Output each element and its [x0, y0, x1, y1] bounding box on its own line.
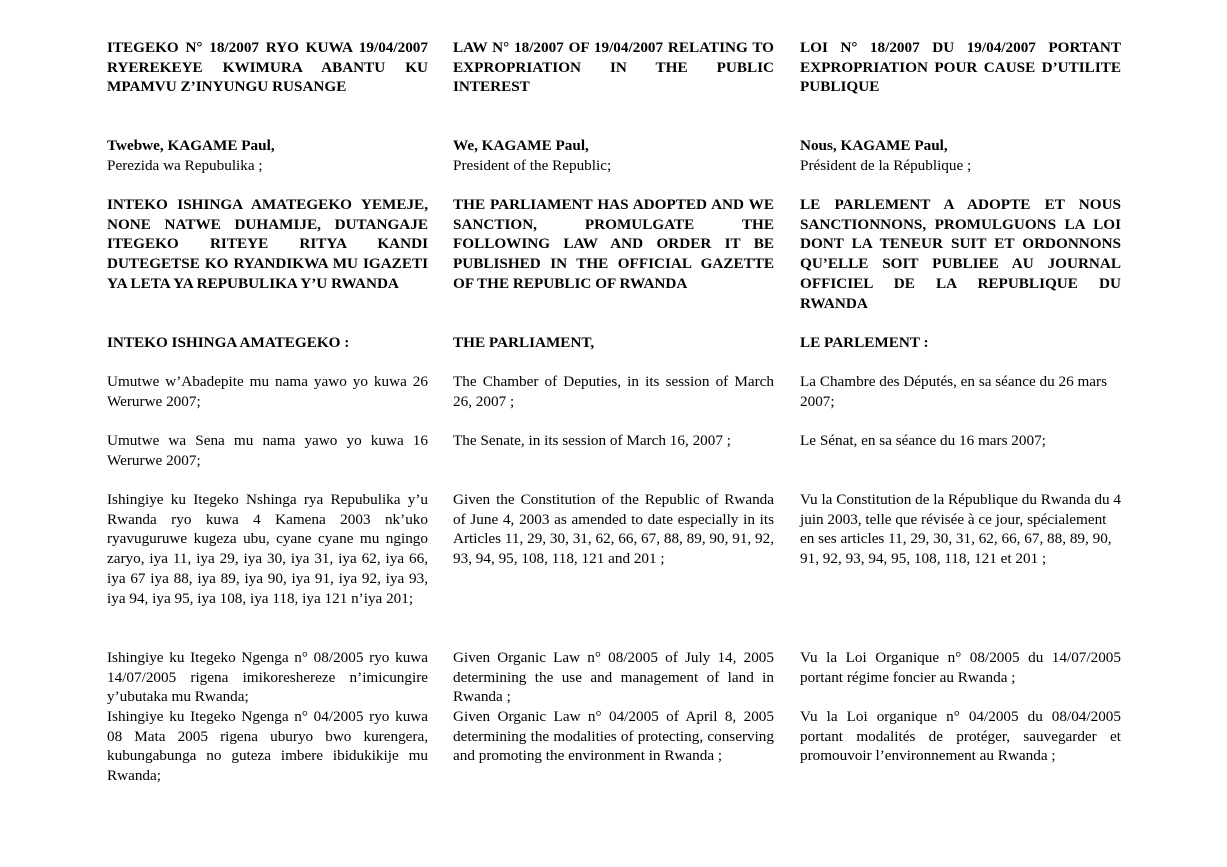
organic-law-land: Vu la Loi Organique n° 08/2005 du 14/07/2005 portant régime foncier au Rwanda ; — [800, 649, 1121, 686]
adoption-statement: INTEKO ISHINGA AMATEGEKO YEMEJE, NONE NATWE DUHAMIJE, DUTANGAJE ITEGEKO RITEYE RITYA KANDI DUTEGETSE KO RYANDIKWA MU IGAZETI YA LETA YA REPUBULIKA Y’U RWANDA — [107, 196, 428, 292]
signatory-name: We, KAGAME Paul, — [453, 137, 589, 154]
senate-session: Umutwe wa Sena mu nama yawo yo kuwa 16 Werurwe 2007; — [107, 432, 428, 469]
constitution-reference: Vu la Constitution de la République du Rwanda du 4 juin 2003, telle que révisée à ce jour, spécialement en ses articles 11, 29, 30, 31, 62, 66, 67, 88, 89, 90, 91, 92, 93, 94, 95, 108, 118, 121 et 201 ; — [800, 491, 1121, 568]
chamber-session: Umutwe w’Abadepite mu nama yawo yo kuwa 26 Werurwe 2007; — [107, 373, 428, 410]
chamber-session: La Chambre des Députés, en sa séance du 26 mars 2007; — [800, 373, 1108, 410]
law-title: LOI N° 18/2007 DU 19/04/2007 PORTANT EXPROPRIATION POUR CAUSE D’UTILITE PUBLIQUE — [800, 39, 1121, 96]
signatory-title: President of the Republic; — [453, 157, 612, 174]
organic-law-environment: Given Organic Law n° 04/2005 of April 8, 2005 determining the modalities of protecting, conserving and promoting the environment in Rwanda ; — [453, 708, 774, 765]
chamber-session: The Chamber of Deputies, in its session of March 26, 2007 ; — [453, 373, 774, 410]
parliament-heading: THE PARLIAMENT, — [453, 334, 595, 351]
law-title: LAW N° 18/2007 OF 19/04/2007 RELATING TO EXPROPRIATION IN THE PUBLIC INTEREST — [453, 39, 774, 96]
signatory-title: Président de la République ; — [800, 157, 972, 174]
organic-law-environment: Ishingiye ku Itegeko Ngenga n° 04/2005 ryo kuwa 08 Mata 2005 rigena uburyo bwo kurengera, kubungabunga no guteza imbere ibidukikije mu Rwanda; — [107, 708, 428, 785]
organic-law-environment: Vu la Loi organique n° 04/2005 du 08/04/2005 portant modalités de protéger, sauvegarder et promouvoir l’environnement au Rwanda ; — [800, 708, 1121, 765]
law-title: ITEGEKO N° 18/2007 RYO KUWA 19/04/2007 RYEREKEYE KWIMURA ABANTU KU MPAMVU Z’INYUNGU RUSANGE — [107, 39, 428, 96]
parliament-heading: INTEKO ISHINGA AMATEGEKO : — [107, 334, 350, 351]
senate-session: The Senate, in its session of March 16, 2007 ; — [453, 432, 731, 449]
adoption-statement: THE PARLIAMENT HAS ADOPTED AND WE SANCTION, PROMULGATE THE FOLLOWING LAW AND ORDER IT BE PUBLISHED IN THE OFFICIAL GAZETTE OF THE REPUBLIC OF RWANDA — [453, 196, 774, 292]
parliament-heading: LE PARLEMENT : — [800, 334, 929, 351]
signatory-title: Perezida wa Repubulika ; — [107, 157, 263, 174]
constitution-reference: Given the Constitution of the Republic of Rwanda of June 4, 2003 as amended to date especially in its Articles 11, 29, 30, 31, 62, 66, 67, 88, 89, 90, 91, 92, 93, 94, 95, 108, 118, 121 and 201 ; — [453, 491, 774, 568]
senate-session: Le Sénat, en sa séance du 16 mars 2007; — [800, 432, 1046, 449]
adoption-statement: LE PARLEMENT A ADOPTE ET NOUS SANCTIONNONS, PROMULGUONS LA LOI DONT LA TENEUR SUIT ET ORDONNONS QU’ELLE SOIT PUBLIEE AU JOURNAL OFFICIEL DE LA REPUBLIQUE DU RWANDA — [800, 196, 1121, 312]
organic-law-land: Given Organic Law n° 08/2005 of July 14, 2005 determining the use and management of land in Rwanda ; — [453, 649, 774, 706]
signatory-name: Nous, KAGAME Paul, — [800, 137, 948, 154]
organic-law-land: Ishingiye ku Itegeko Ngenga n° 08/2005 ryo kuwa 14/07/2005 rigena imikoreshereze n’imicungire y’ubutaka mu Rwanda; — [107, 649, 428, 706]
signatory-name: Twebwe, KAGAME Paul, — [107, 137, 275, 154]
constitution-reference: Ishingiye ku Itegeko Nshinga rya Repubulika y’u Rwanda ryo kuwa 4 Kamena 2003 nk’uko ryavuguruwe kugeza ubu, cyane cyane mu ngingo zaryo, iya 11, iya 29, iya 30, iya 31, iya 62, iya 66, iya 67 iya 88, iya 89, iya 90, iya 91, iya 92, iya 93, iya 94, iya 95, iya 108, iya 118, iya 121 n’iya 201; — [107, 491, 428, 607]
